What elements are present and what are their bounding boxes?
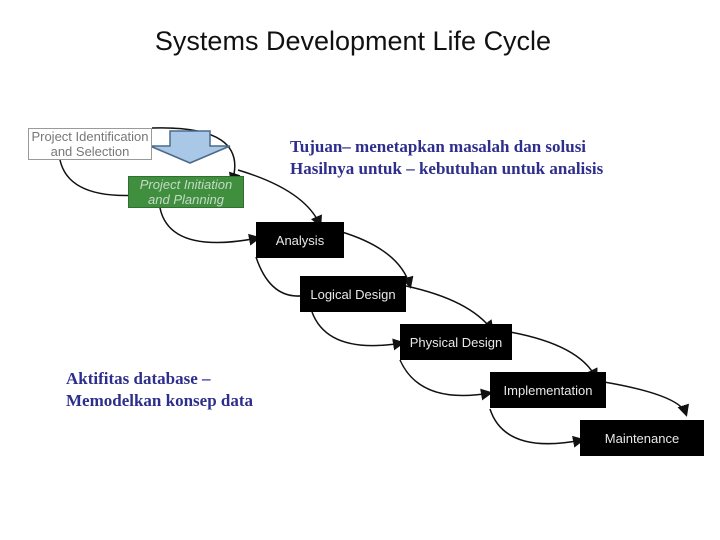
stage-label-line: Logical Design [310,286,396,302]
stage-physical-design [400,324,512,360]
stage-maintenance [580,420,704,456]
stage-project-initiation [128,176,244,208]
stage-implementation [490,372,606,408]
connector-arc [490,409,582,444]
slide-title: Systems Development Life Cycle [154,26,552,56]
stage-label-line: Project Identification [31,129,149,144]
purpose-note-line: Hasilnya untuk – kebutuhan untuk analisis [290,159,604,178]
connector-arc [400,360,490,396]
connector-arc [160,208,258,243]
stage-label-line: and Selection [50,144,130,159]
purpose-note [290,136,603,180]
stage-logical-design [300,276,406,312]
stage-label-line: Project Initiation [139,177,233,192]
database-note-line: Aktifitas database – [66,369,211,388]
connector-arc [312,312,402,346]
stage-label-line: Implementation [503,382,593,398]
database-note [66,368,253,412]
stage-analysis [256,222,344,258]
purpose-note-line: Tujuan– menetapkan masalah dan solusi [290,137,587,156]
block-arrow [150,131,230,163]
stage-label-line: Physical Design [409,334,503,350]
return-arc [604,382,686,414]
stage-label-line: Maintenance [604,430,680,446]
database-note-line: Memodelkan konsep data [66,391,254,410]
stage-label-line: Analysis [275,232,325,248]
stage-project-identification [28,128,152,160]
stage-label-line: and Planning [148,192,224,207]
